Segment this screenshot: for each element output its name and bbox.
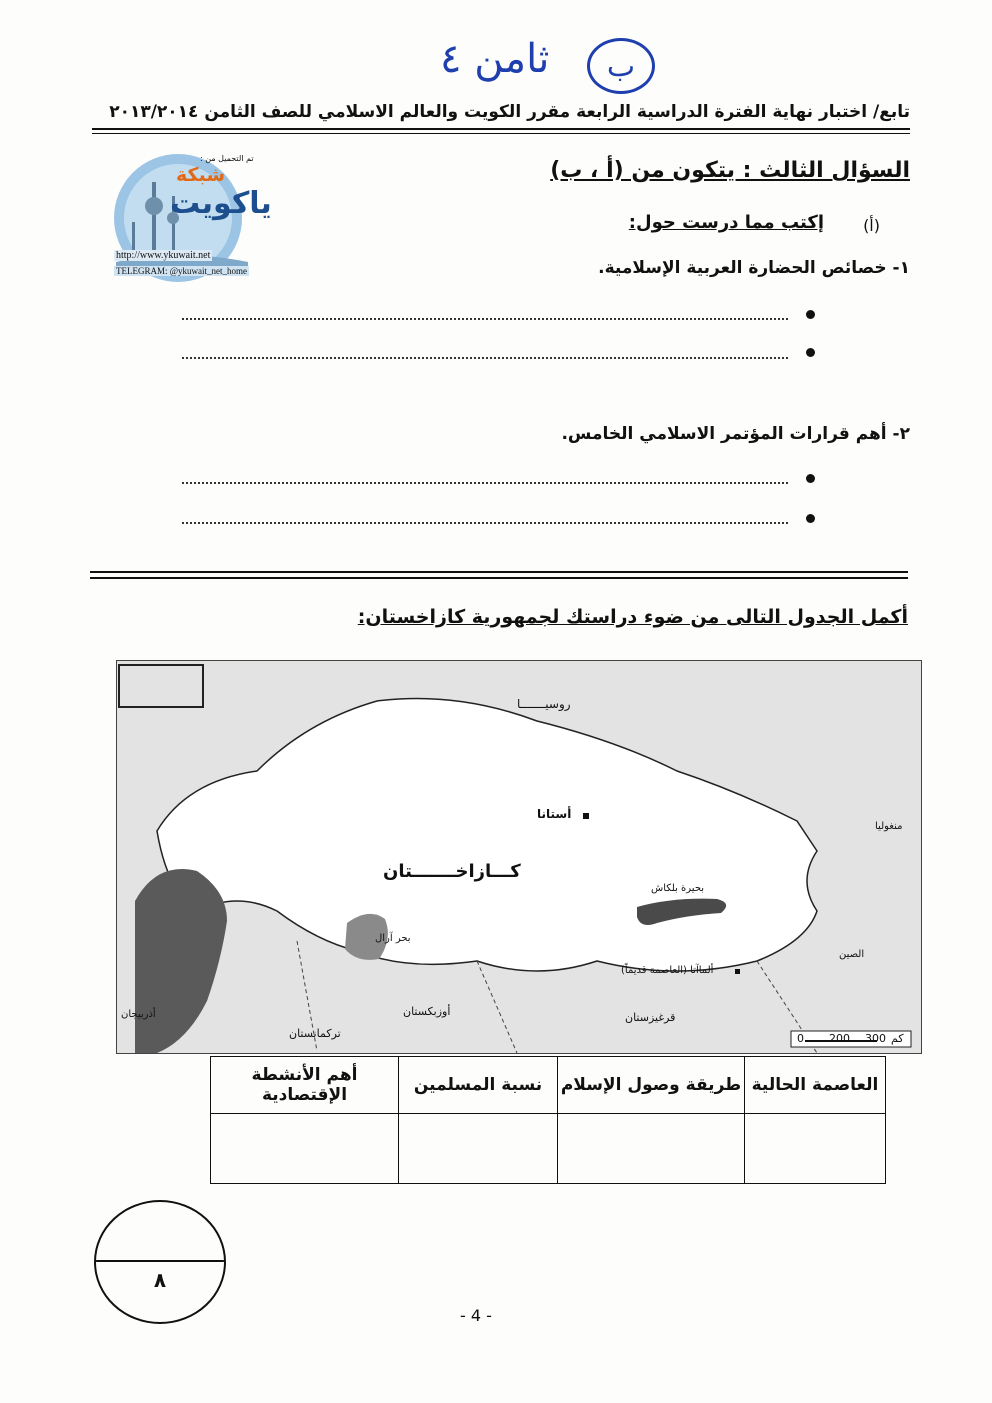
scale-end: 300: [865, 1032, 886, 1045]
answer-line[interactable]: [182, 482, 788, 484]
table-answer-row: [211, 1114, 886, 1184]
map-label-azerbaijan: أذربيجان: [121, 1009, 156, 1020]
scale-mid: 200: [829, 1032, 850, 1045]
answer-line[interactable]: [182, 357, 788, 359]
score-divider: [96, 1260, 224, 1262]
item-conference-decisions: ٢- أهم قرارات المؤتمر الاسلامي الخامس.: [561, 424, 910, 444]
map-label-astana: أستانا: [537, 807, 572, 821]
bullet: [806, 348, 815, 357]
col-muslim-percentage: نسبة المسلمين: [399, 1057, 558, 1114]
map-label-russia: روسيـــــــا: [517, 697, 571, 711]
score-circle: [94, 1200, 226, 1324]
map-label-turkmenistan: تركمانستان: [289, 1027, 341, 1040]
part-a-title: إكتب مما درست حول:: [628, 212, 824, 233]
map-label-balkhash: بحيرة بلكاش: [651, 883, 705, 894]
kazakhstan-table: [210, 1056, 886, 1184]
answer-cell[interactable]: [211, 1114, 399, 1184]
handwritten-circle-letter: ب: [587, 38, 655, 94]
map-label-uzbekistan: أوزبكستان: [403, 1005, 451, 1018]
exam-title: تابع/ اختبار نهاية الفترة الدراسية الرابعة مقرر الكويت والعالم الاسلامي للصف الثامن ٢٠١٣/٢٠١٤: [109, 102, 910, 122]
map-label-almaty: ألماآتا (العاصمة قديماً): [621, 965, 714, 976]
part-a-letter: (أ): [863, 216, 880, 235]
logo-url: http://www.ykuwait.net: [116, 250, 211, 261]
title-rule-bottom: [92, 133, 910, 134]
col-economic-activities: أهم الأنشطة الإقتصادية: [211, 1057, 399, 1114]
answer-cell[interactable]: [745, 1114, 886, 1184]
logo-name-line2: ياكويت: [170, 186, 272, 221]
logo-name-line1: شبكة: [176, 164, 226, 186]
page-number: - 4 -: [460, 1306, 492, 1325]
logo-telegram: TELEGRAM: @ykuwait_net_home: [116, 266, 248, 276]
kazakhstan-map: [116, 660, 922, 1054]
question-title: السؤال الثالث : يتكون من (أ ، ب): [550, 158, 910, 183]
section-rule-bottom: [90, 577, 908, 579]
answer-line[interactable]: [182, 522, 788, 524]
map-label-mongolia: منغوليا: [875, 821, 903, 832]
score-value: ٨: [153, 1268, 167, 1292]
bullet: [806, 514, 815, 523]
answer-cell[interactable]: [399, 1114, 558, 1184]
col-islam-arrival: طريقة وصول الإسلام: [558, 1057, 745, 1114]
title-rule-top: [92, 128, 910, 130]
handwritten-grade: ثامن ٤: [440, 36, 550, 82]
item-civilization-features: ١- خصائص الحضارة العربية الإسلامية.: [598, 258, 910, 278]
bullet: [806, 474, 815, 483]
logo-top-text: تم التحميل من :: [200, 154, 254, 163]
answer-line[interactable]: [182, 318, 788, 320]
table-header-row: [211, 1057, 886, 1114]
map-label-aral: بحر آرال: [375, 933, 411, 944]
bullet: [806, 310, 815, 319]
map-label-china: الصين: [839, 949, 865, 960]
scale-unit: كم: [891, 1032, 904, 1045]
section-rule-top: [90, 571, 908, 573]
answer-cell[interactable]: [558, 1114, 745, 1184]
map-label-kazakhstan: كـــازاخـــــــتان: [383, 861, 521, 882]
col-capital: العاصمة الحالية: [745, 1057, 886, 1114]
scale-zero: 0: [797, 1032, 804, 1045]
map-label-kyrgyzstan: قرغيزستان: [625, 1011, 676, 1024]
table-instruction: أكمل الجدول التالى من ضوء دراستك لجمهورية كازاخستان:: [357, 606, 908, 628]
